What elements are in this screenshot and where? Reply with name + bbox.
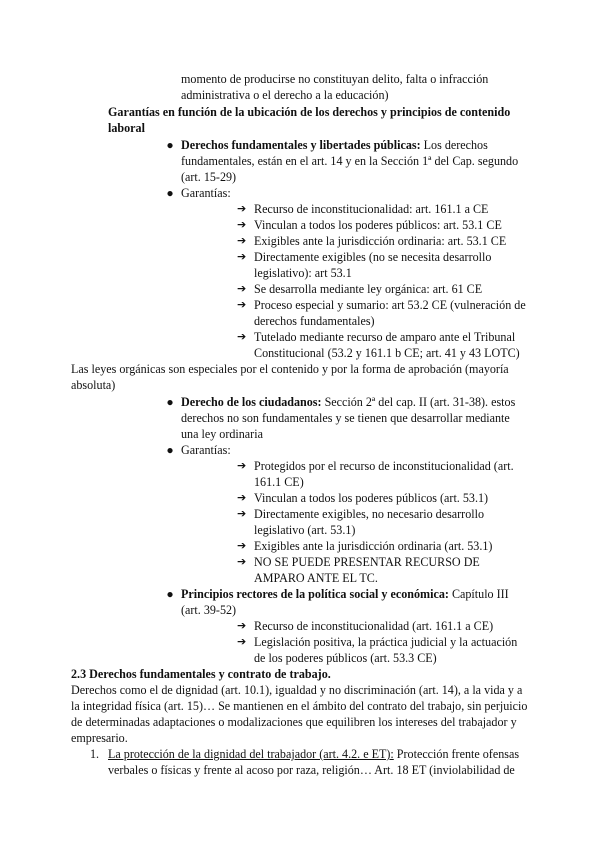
numbered-item-text: Protección frente ofensas (393, 747, 520, 761)
guarantee-item: Exigibles ante la jurisdicción ordinaria: art. 53.1 CE (254, 234, 507, 248)
citizens-rights-text: una ley ordinaria (181, 427, 263, 441)
principles-text: Capítulo III (448, 587, 509, 601)
arrow-right-icon: ➔ (237, 507, 247, 520)
guarantees-heading: laboral (108, 121, 145, 135)
guarantee-item: Legislación positiva, la práctica judicial y la actuación (254, 635, 518, 649)
arrow-right-icon: ➔ (237, 459, 247, 472)
bullet-icon: ● (166, 395, 174, 409)
guarantee-item: legislativo (art. 53.1) (254, 523, 356, 537)
section-heading: 2.3 Derechos fundamentales y contrato de trabajo. (71, 667, 331, 681)
fundamental-rights-title: Derechos fundamentales y libertades públicas: (181, 138, 421, 152)
organic-note: absoluta) (71, 378, 116, 392)
paragraph-line: empresario. (71, 731, 128, 745)
guarantee-item: Constitucional (53.2 y 161.1 b CE; art. 41 y 43 LOTC) (254, 346, 520, 360)
arrow-right-icon: ➔ (237, 298, 247, 311)
arrow-right-icon: ➔ (237, 282, 247, 295)
guarantee-item: NO SE PUEDE PRESENTAR RECURSO DE (254, 555, 480, 569)
guarantee-item: AMPARO ANTE EL TC. (254, 571, 378, 585)
citizens-rights-title: Derecho de los ciudadanos: (181, 395, 322, 409)
fundamental-rights-text: Los derechos (420, 138, 488, 152)
paragraph-line: la integridad física (art. 15)… Se mantienen en el ámbito del contrato del trabajo, sin perjuicio (71, 699, 528, 713)
arrow-right-icon: ➔ (237, 491, 247, 504)
guarantee-item: Se desarrolla mediante ley orgánica: art. 61 CE (254, 282, 483, 296)
guarantee-item: Tutelado mediante recurso de amparo ante el Tribunal (254, 330, 516, 344)
intro-line: administrativa o el derecho a la educación) (181, 88, 389, 102)
list-number: 1. (90, 747, 100, 761)
guarantee-item: Vinculan a todos los poderes públicos (art. 53.1) (254, 491, 489, 505)
guarantee-item: Vinculan a todos los poderes públicos: art. 53.1 CE (254, 218, 502, 232)
arrow-right-icon: ➔ (237, 250, 247, 263)
list-item (181, 394, 515, 410)
guarantees-label: Garantías: (181, 443, 231, 457)
guarantee-item: Proceso especial y sumario: art 53.2 CE (vulneración de (254, 298, 526, 312)
guarantee-item: legislativo): art 53.1 (254, 266, 352, 280)
guarantee-item: Directamente exigibles, no necesario desarrollo (254, 507, 485, 521)
list-item (181, 586, 509, 602)
fundamental-rights-text: (art. 15-29) (181, 170, 237, 184)
arrow-right-icon: ➔ (237, 619, 247, 632)
guarantee-item: 161.1 CE) (254, 475, 304, 489)
numbered-item (108, 746, 519, 762)
paragraph-line: Derechos como el de dignidad (art. 10.1), igualdad y no discriminación (art. 14), a la vida y a (71, 683, 523, 697)
guarantee-item: Directamente exigibles (no se necesita desarrollo (254, 250, 492, 264)
numbered-item-text: verbales o físicas y frente al acoso por raza, religión… Art. 18 ET (inviolabilidad de (108, 763, 515, 777)
arrow-right-icon: ➔ (237, 539, 247, 552)
paragraph-line: de determinadas adaptaciones o modalizaciones que equilibren los intereses del trabajador y (71, 715, 517, 729)
arrow-right-icon: ➔ (237, 635, 247, 648)
guarantees-heading: Garantías en función de la ubicación de los derechos y principios de contenido (108, 105, 511, 119)
principles-title: Principios rectores de la política social y económica: (181, 587, 449, 601)
bullet-icon: ● (166, 138, 174, 152)
intro-line: momento de producirse no constituyan delito, falta o infracción (181, 72, 489, 86)
guarantee-item: de los poderes públicos (art. 53.3 CE) (254, 651, 437, 665)
fundamental-rights-text: fundamentales, están en el art. 14 y en la Sección 1ª del Cap. segundo (181, 154, 519, 168)
guarantees-label: Garantías: (181, 186, 231, 200)
guarantee-item: Protegidos por el recurso de inconstitucionalidad (art. (254, 459, 514, 473)
arrow-right-icon: ➔ (237, 218, 247, 231)
arrow-right-icon: ➔ (237, 330, 247, 343)
bullet-icon: ● (166, 587, 174, 601)
bullet-icon: ● (166, 186, 174, 200)
principles-text: (art. 39-52) (181, 603, 237, 617)
list-item (181, 137, 488, 153)
guarantee-item: derechos fundamentales) (254, 314, 375, 328)
guarantee-item: Recurso de inconstitucionalidad (art. 161.1 a CE) (254, 619, 494, 633)
arrow-right-icon: ➔ (237, 234, 247, 247)
guarantee-item: Recurso de inconstitucionalidad: art. 161.1 a CE (254, 202, 489, 216)
bullet-icon: ● (166, 443, 174, 457)
arrow-right-icon: ➔ (237, 202, 247, 215)
citizens-rights-text: derechos no son fundamentales y se tienen que desarrollar mediante (181, 411, 510, 425)
guarantee-item: Exigibles ante la jurisdicción ordinaria (art. 53.1) (254, 539, 493, 553)
numbered-item-title: La protección de la dignidad del trabajador (art. 4.2. e ET): (108, 747, 394, 761)
citizens-rights-text: Sección 2ª del cap. II (art. 31-38). estos (321, 395, 516, 409)
organic-note: Las leyes orgánicas son especiales por el contenido y por la forma de aprobación (mayoría (71, 362, 509, 376)
arrow-right-icon: ➔ (237, 555, 247, 568)
